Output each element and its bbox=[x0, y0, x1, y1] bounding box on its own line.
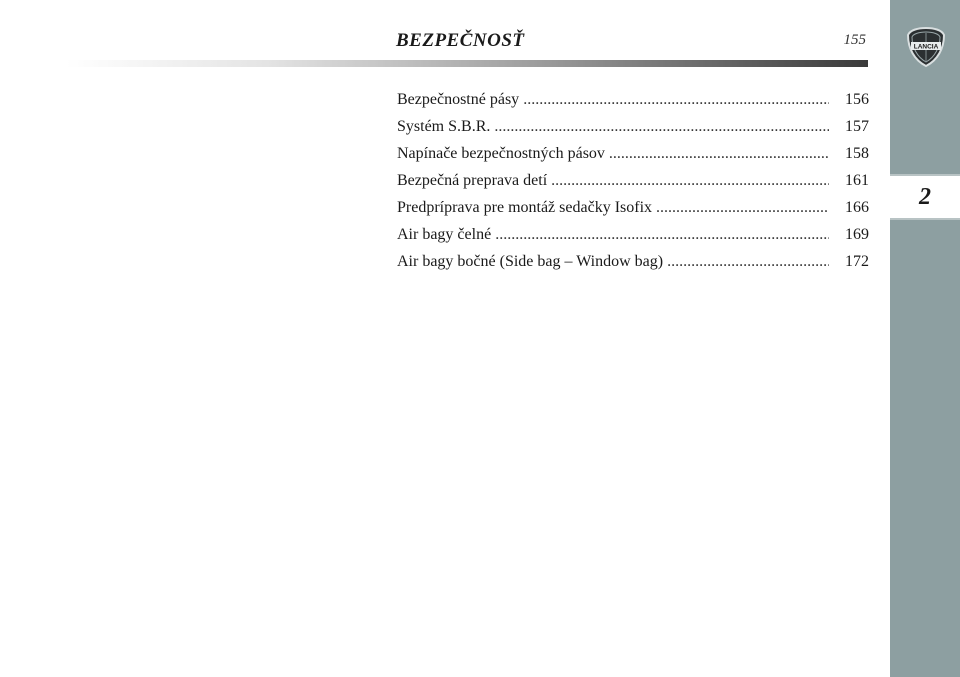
toc-entry[interactable] bbox=[397, 90, 869, 117]
chapter-number[interactable]: 2 bbox=[919, 184, 931, 210]
toc-entry-label: Bezpečná preprava detí bbox=[397, 172, 548, 189]
toc-entry-page: 161 bbox=[845, 172, 869, 189]
toc-dot-leader bbox=[494, 117, 829, 137]
header-rule bbox=[66, 60, 868, 67]
toc-dot-leader bbox=[523, 90, 829, 110]
toc-entry-page: 156 bbox=[845, 91, 869, 108]
toc-dot-leader bbox=[609, 144, 829, 164]
page-number: 155 bbox=[843, 32, 866, 48]
logo-text: LANCIA bbox=[913, 43, 939, 51]
toc-entry-page: 158 bbox=[845, 145, 869, 162]
toc-dot-leader bbox=[495, 225, 829, 245]
toc-entry-label: Air bagy bočné (Side bag – Window bag) bbox=[397, 253, 664, 270]
toc-entry[interactable] bbox=[397, 252, 869, 279]
chapter-side-tab bbox=[890, 0, 960, 677]
toc-entry-label: Systém S.B.R. bbox=[397, 118, 491, 135]
toc-entry[interactable] bbox=[397, 198, 869, 225]
toc-entry-page: 172 bbox=[845, 253, 869, 270]
toc-dot-leader bbox=[667, 252, 829, 272]
toc-entry[interactable] bbox=[397, 144, 869, 171]
table-of-contents bbox=[397, 90, 869, 279]
toc-dot-leader bbox=[656, 198, 829, 218]
toc-entry-label: Predpríprava pre montáž sedačky Isofix bbox=[397, 199, 653, 216]
toc-entry-label: Bezpečnostné pásy bbox=[397, 91, 520, 108]
toc-entry-label: Napínače bezpečnostných pásov bbox=[397, 145, 605, 162]
toc-entry-page: 166 bbox=[845, 199, 869, 216]
toc-entry[interactable] bbox=[397, 117, 869, 144]
toc-entry-page: 169 bbox=[845, 226, 869, 243]
toc-entry[interactable] bbox=[397, 225, 869, 252]
lancia-shield-logo-icon bbox=[906, 26, 946, 68]
page-title: BEZPEČNOSŤ bbox=[396, 30, 525, 51]
toc-dot-leader bbox=[551, 171, 829, 191]
toc-entry[interactable] bbox=[397, 171, 869, 198]
toc-entry-page: 157 bbox=[845, 118, 869, 135]
toc-entry-label: Air bagy čelné bbox=[397, 226, 492, 243]
